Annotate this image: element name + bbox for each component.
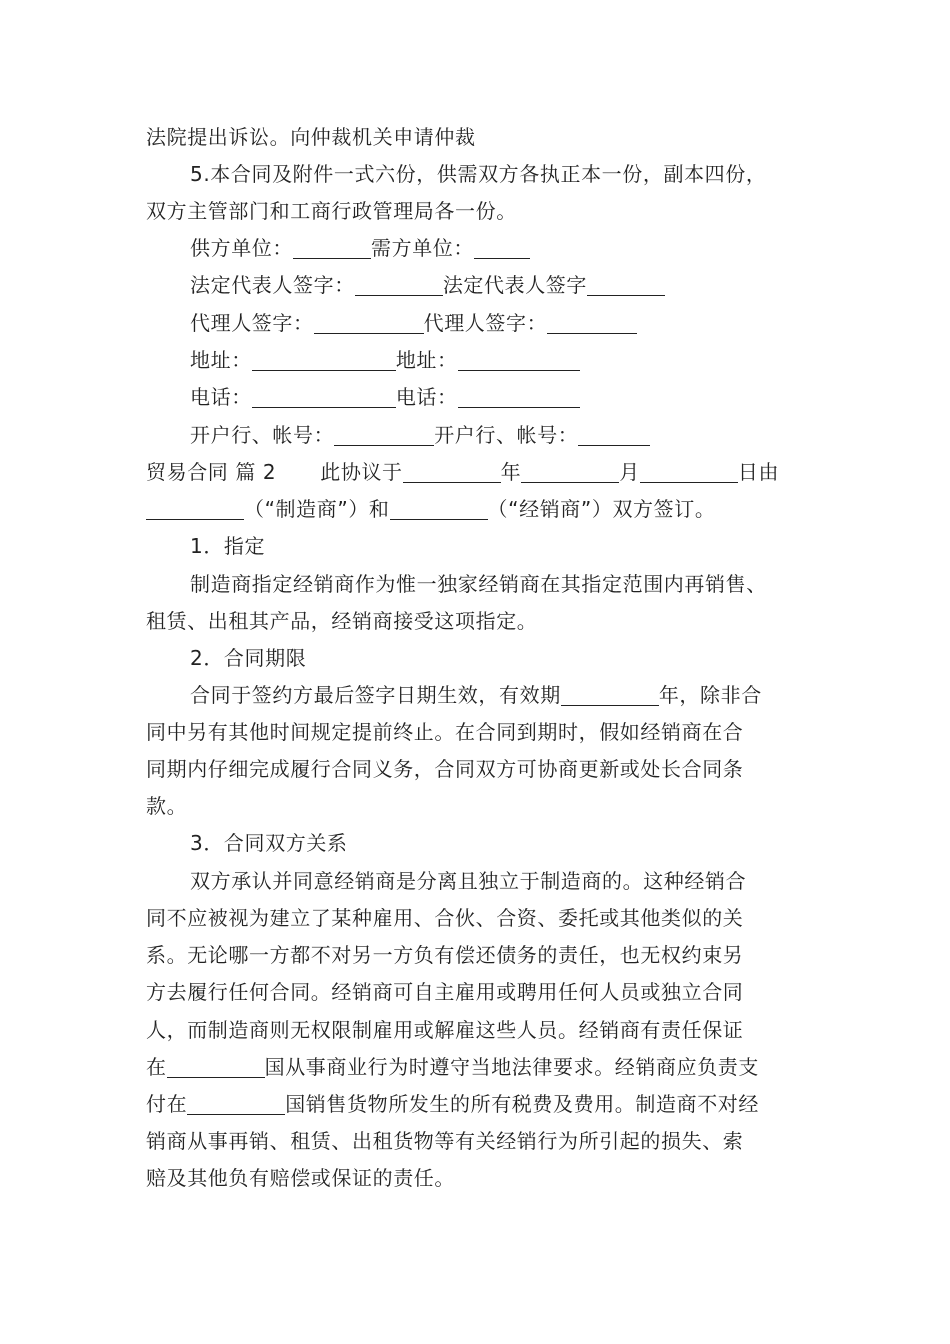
paragraph-line: 法院提出诉讼。向仲裁机关申请仲裁 bbox=[146, 125, 476, 149]
paragraph-line: 合同于签约方最后签字日期生效，有效期 年，除非合 bbox=[190, 683, 762, 707]
paragraph-line: 制造商指定经销商作为惟一独家经销商在其指定范围内再销售、 bbox=[190, 572, 767, 596]
signature-line-address: 地址： 地址： bbox=[190, 346, 580, 374]
paragraph-line: 在 国从事商业行为时遵守当地法律要求。经销商应负责支 bbox=[146, 1055, 760, 1079]
paragraph-line: 销商从事再销、租赁、出租货物等有关经销行为所引起的损失、索 bbox=[146, 1129, 744, 1153]
signature-line-unit: 供方单位： 需方单位： bbox=[190, 234, 530, 262]
paragraph-line: 方去履行任何合同。经销商可自主雇用或聘用任何人员或独立合同 bbox=[146, 980, 744, 1004]
paragraph-line: 款。 bbox=[146, 794, 188, 818]
paragraph-line: 5.本合同及附件一式六份，供需双方各执正本一份，副本四份， bbox=[190, 162, 767, 186]
signature-line-phone: 电话： 电话： bbox=[190, 383, 580, 411]
paragraph-line: 人，而制造商则无权限制雇用或解雇这些人员。经销商有责任保证 bbox=[146, 1018, 744, 1042]
signature-line-agent: 代理人签字： 代理人签字： bbox=[190, 309, 637, 337]
clause-heading: 3．合同双方关系 bbox=[190, 831, 348, 855]
paragraph-line: 同中另有其他时间规定提前终止。在合同到期时，假如经销商在合 bbox=[146, 720, 744, 744]
paragraph-line: 租赁、出租其产品，经销商接受这项指定。 bbox=[146, 609, 538, 633]
paragraph-line: 双方主管部门和工商行政管理局各一份。 bbox=[146, 199, 517, 223]
signature-line-rep: 法定代表人签字： 法定代表人签字 bbox=[190, 271, 665, 299]
paragraph-line: 付在 国销售货物所发生的所有税费及费用。制造商不对经 bbox=[146, 1092, 760, 1116]
clause-heading: 2．合同期限 bbox=[190, 646, 307, 670]
section-title: 贸易合同 篇 2 bbox=[146, 460, 277, 484]
paragraph-line: 系。无论哪一方都不对另一方负有偿还债务的责任，也无权约束另 bbox=[146, 943, 744, 967]
signature-line-bank: 开户行、帐号： 开户行、帐号： bbox=[190, 421, 650, 449]
paragraph-line: 同期内仔细完成履行合同义务，合同双方可协商更新或处长合同条 bbox=[146, 757, 744, 781]
paragraph-line: 同不应被视为建立了某种雇用、合伙、合资、委托或其他类似的关 bbox=[146, 906, 744, 930]
paragraph-line: 双方承认并同意经销商是分离且独立于制造商的。这种经销合 bbox=[190, 869, 747, 893]
paragraph-line: （“制造商”）和 （“经销商”）双方签订。 bbox=[146, 495, 715, 523]
paragraph-line: 赔及其他负有赔偿或保证的责任。 bbox=[146, 1166, 455, 1190]
clause-heading: 1．指定 bbox=[190, 534, 266, 558]
section-heading-line: 贸易合同 篇 2 此协议于 年 月 日由 bbox=[146, 460, 780, 484]
